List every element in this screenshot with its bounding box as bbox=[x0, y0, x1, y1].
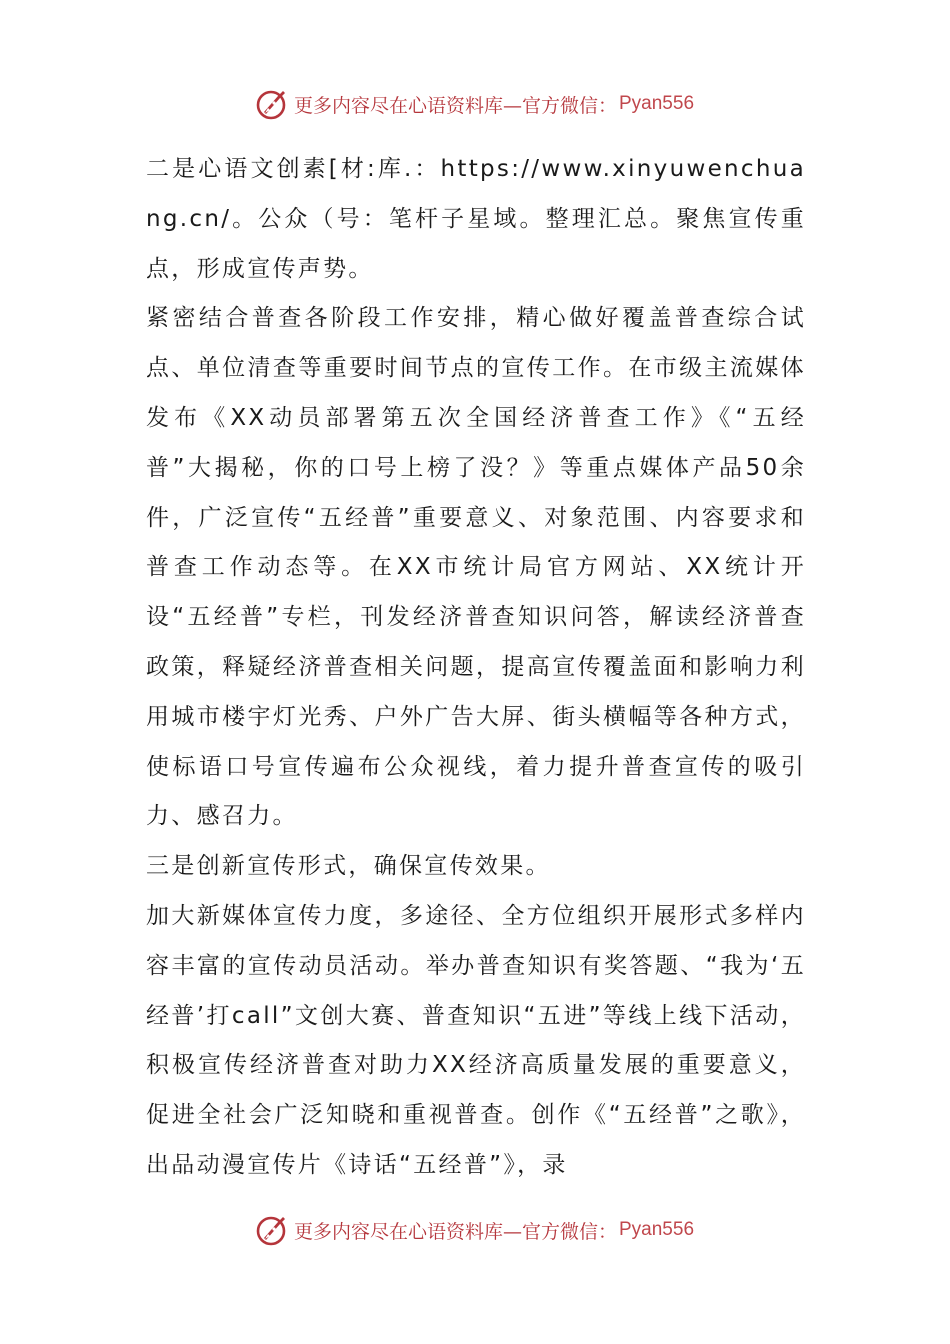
watermark-header bbox=[0, 84, 950, 124]
document-body bbox=[146, 145, 806, 1191]
paragraph: 紧密结合普查各阶段工作安排，精心做好覆盖普查综合试点、单位清查等重要时间节点的宣传工作。在市级主流媒体发布《XX动员部署第五次全国经济普查工作》《“五经普”大揭秘，你的口号上榜了没？》等重点媒体产品50余件，广泛宣传“五经普”重要意义、对象范围、内容要求和普查工作动态等。在XX市统计局官方网站、XX统计开设“五经普”专栏，刊发经济普查知识问答，解读经济普查政策，释疑经济普查相关问题，提高宣传覆盖面和影响力利用城市楼宇灯光秀、户外广告大屏、街头横幅等各种方式，使标语口号宣传遍布公众视线，着力提升普查宣传的吸引力、感召力。 bbox=[146, 305, 806, 830]
watermark-text: 更多内容尽在心语资料库—官方微信： bbox=[293, 1220, 617, 1243]
watermark-wechat-id: Pyan556 bbox=[619, 93, 695, 114]
watermark-wechat-id: Pyan556 bbox=[619, 1219, 695, 1240]
paragraph: 二是心语文创素[材:库.：https://www.xinyuwenchuang.cn/。公众（号：笔杆子星域。整理汇总。聚焦宣传重点，形成宣传声势。 bbox=[146, 156, 806, 282]
watermark-footer bbox=[0, 1210, 950, 1250]
pen-nib-circle-icon bbox=[256, 87, 290, 121]
pen-nib-circle-icon bbox=[256, 1213, 290, 1247]
paragraph: 加大新媒体宣传力度，多途径、全方位组织开展形式多样内容丰富的宣传动员活动。举办普查知识有奖答题、“我为‘五经普’打call”文创大赛、普查知识“五进”等线上线下活动，积极宣传经济普查对助力XX经济高质量发展的重要意义，促进全社会广泛知晓和重视普查。创作《“五经普”之歌》，出品动漫宣传片《诗话“五经普”》，录 bbox=[146, 902, 806, 1178]
watermark-text: 更多内容尽在心语资料库—官方微信： bbox=[293, 94, 617, 117]
section-heading: 三是创新宣传形式，确保宣传效果。 bbox=[146, 853, 551, 880]
